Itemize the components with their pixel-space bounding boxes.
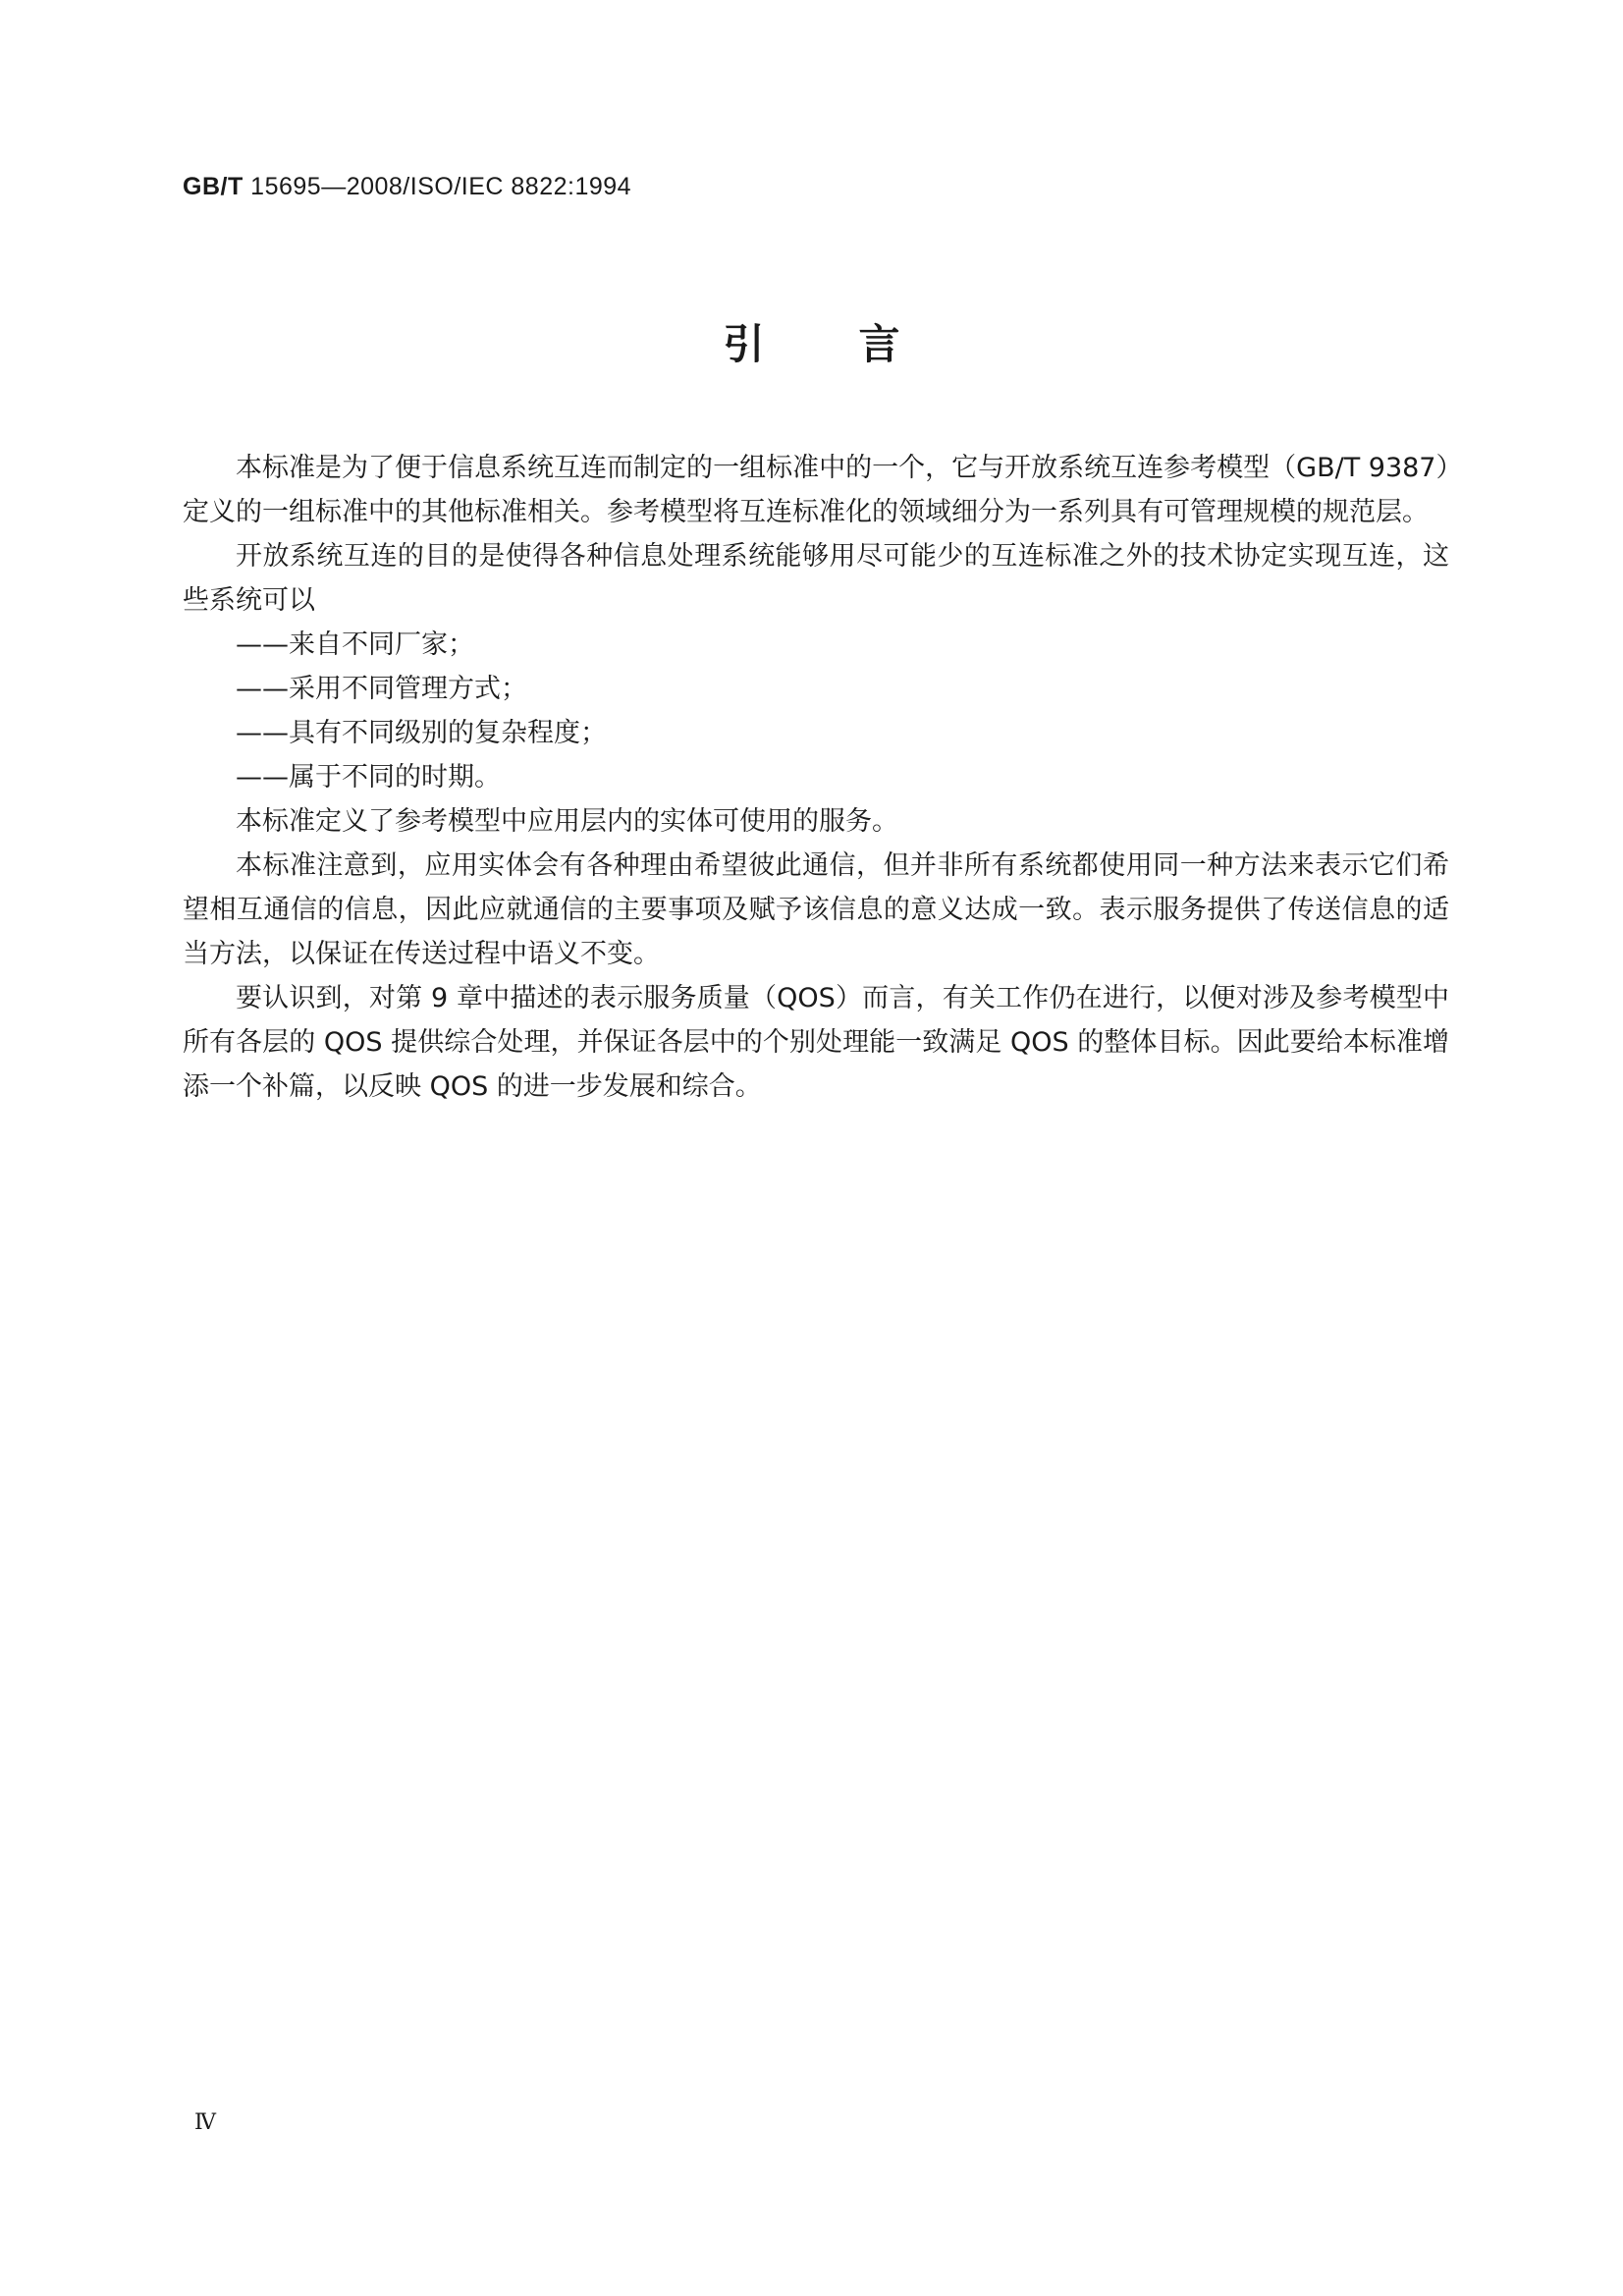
list-item-1: ——来自不同厂家； [236, 629, 474, 660]
paragraph-4: 本标准注意到，应用实体会有各种理由希望彼此通信，但并非所有系统都使用同一种方法来表示它们希望相互通信的信息，因此应就通信的主要事项及赋予该信息的意义达成一致。表示服务提供了传送信息的适当方法，以保证在传送过程中语义不变。 [183, 850, 1449, 969]
paragraph-2: 开放系统互连的目的是使得各种信息处理系统能够用尽可能少的互连标准之外的技术协定实现互连，这些系统可以 [183, 541, 1449, 616]
paragraph-5: 要认识到，对第 9 章中描述的表示服务质量（QOS）而言，有关工作仍在进行，以便对涉及参考模型中所有各层的 QOS 提供综合处理，并保证各层中的个别处理能一致满足 QOS 的整体目标。因此要给本标准增添一个补篇，以反映 QOS 的进一步发展和综合。 [183, 983, 1449, 1102]
paragraph-3: 本标准定义了参考模型中应用层内的实体可使用的服务。 [236, 806, 898, 837]
document-code-prefix: GB/T [183, 173, 243, 200]
list-item-4: ——属于不同的时期。 [236, 762, 501, 793]
list-item-2: ——采用不同管理方式； [236, 674, 527, 704]
document-code-number: 15695—2008/ISO/IEC 8822:1994 [250, 173, 632, 200]
document-code [183, 173, 631, 201]
page-number: Ⅳ [194, 2109, 216, 2134]
body-text [183, 446, 1449, 1109]
paragraph-1: 本标准是为了便于信息系统互连而制定的一组标准中的一个，它与开放系统互连参考模型（GB/T 9387）定义的一组标准中的其他标准相关。参考模型将互连标准化的领域细分为一系列具有可管理规模的规范层。 [183, 453, 1449, 527]
page-title: 引言 [723, 320, 995, 368]
list-item-3: ——具有不同级别的复杂程度； [236, 718, 607, 748]
